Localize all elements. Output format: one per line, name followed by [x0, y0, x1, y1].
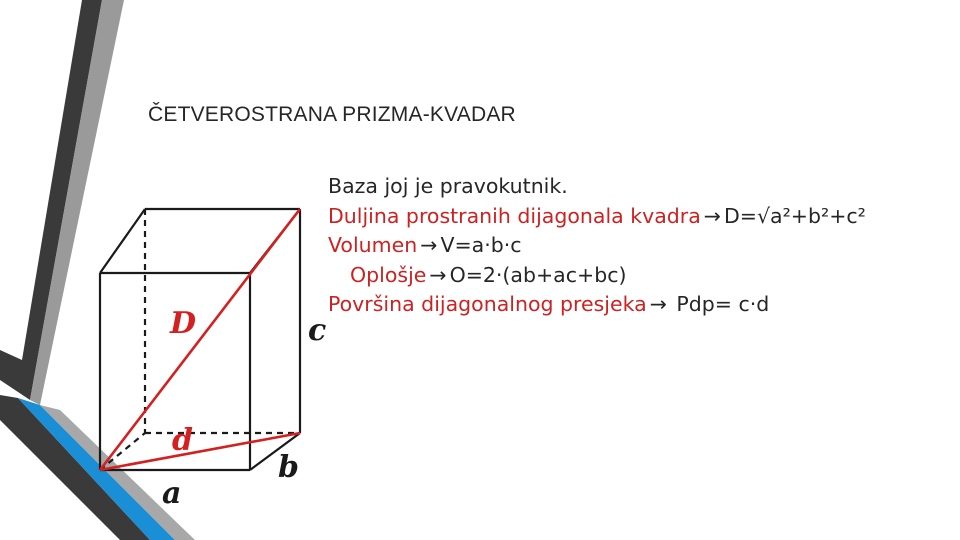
slide-content [328, 172, 866, 320]
label-b: b [278, 450, 299, 485]
label-D: D [170, 306, 197, 341]
arrow-icon: → [649, 292, 667, 316]
arrow-icon: → [703, 203, 721, 228]
slide-title: ČETVEROSTRANA PRIZMA-KVADAR [148, 103, 516, 126]
surface-term: Oplošje [350, 262, 427, 287]
prism-figure [90, 195, 330, 515]
label-d: d [172, 423, 193, 458]
line-base [328, 172, 866, 202]
diagonal-formula: D=√a²+b²+c² [723, 203, 866, 228]
edge [100, 209, 145, 273]
section-term: Površina dijagonalnog presjeka [328, 292, 647, 316]
base-text: Baza joj je pravokutnik. [328, 174, 568, 198]
line-section [328, 290, 866, 320]
line-diagonal [328, 202, 866, 232]
volume-term: Volumen [328, 233, 418, 257]
line-volume [328, 231, 866, 261]
volume-formula: V=a·b·c [440, 233, 522, 257]
label-a: a [162, 476, 182, 511]
label-c: c [308, 313, 327, 348]
surface-formula: O=2·(ab+ac+bc) [449, 262, 627, 287]
base-diagonal [100, 433, 300, 470]
arrow-icon: → [429, 262, 447, 287]
diagonal-term: Duljina prostranih dijagonala kvadra [328, 203, 701, 228]
arrow-icon: → [420, 233, 438, 257]
space-diagonal [100, 209, 300, 470]
line-surface [328, 261, 866, 291]
section-formula: Pdp= c·d [676, 292, 770, 316]
